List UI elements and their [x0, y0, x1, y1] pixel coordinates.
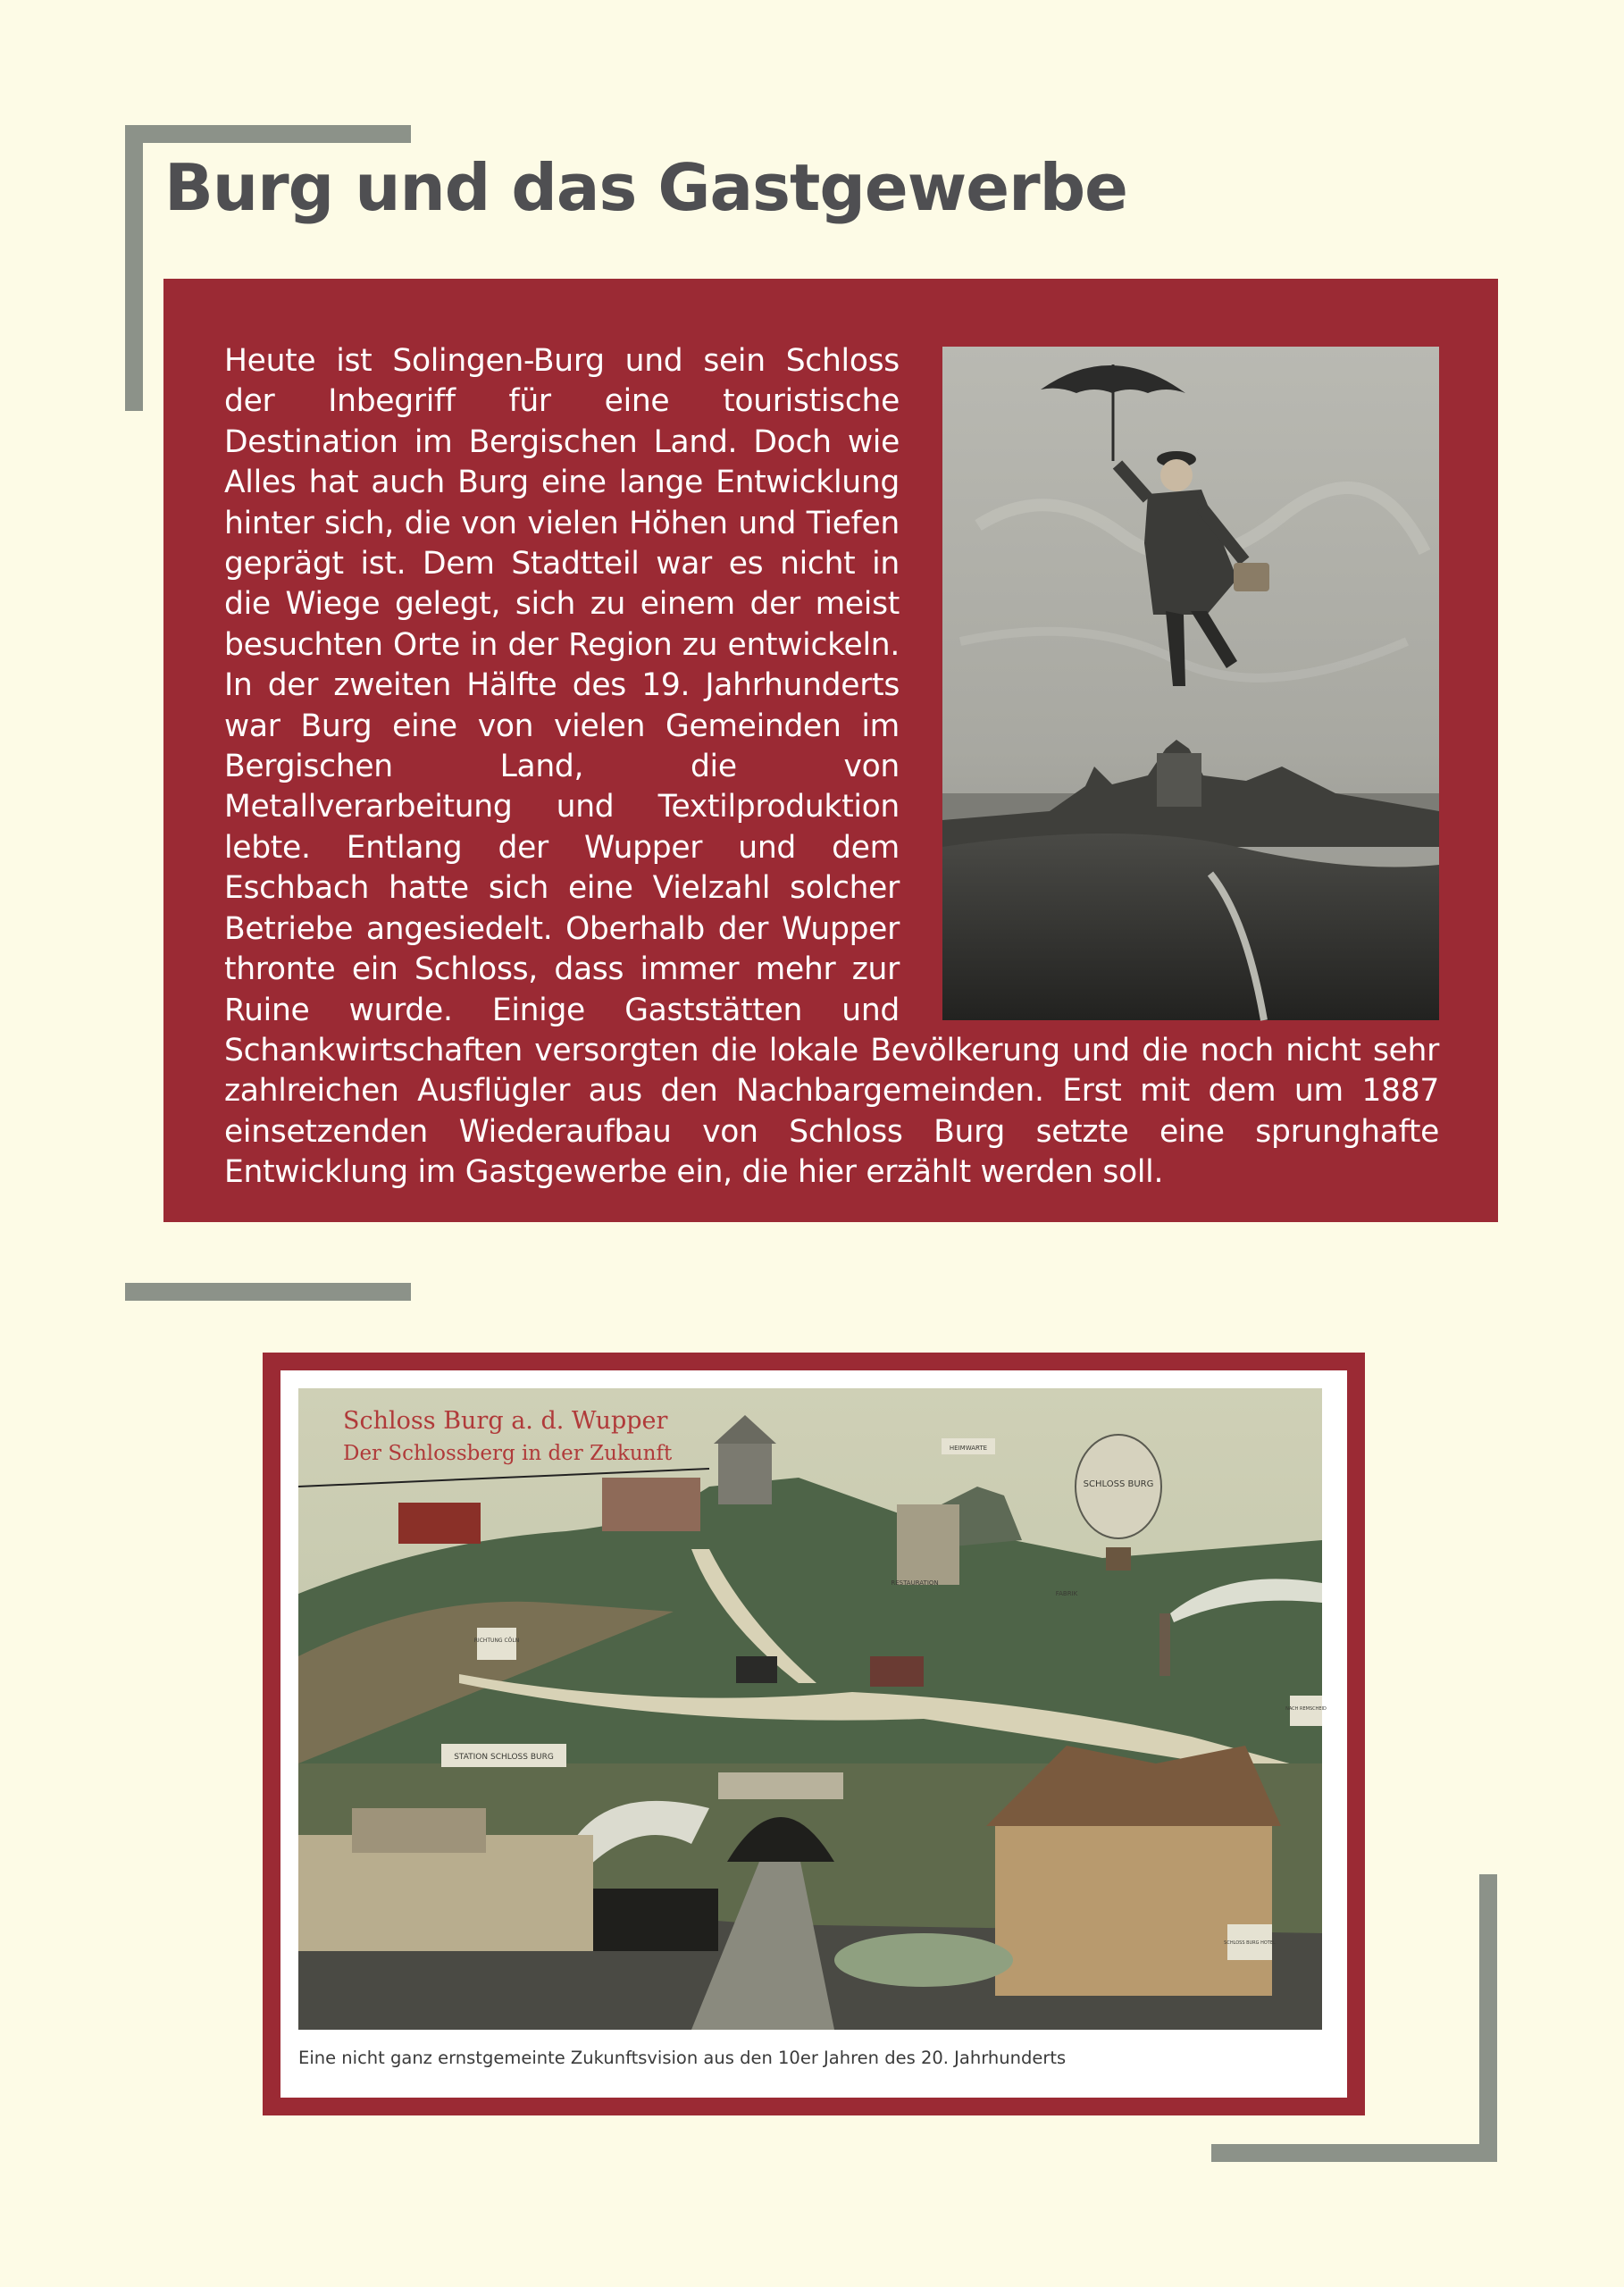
page-title: Burg und das Gastgewerbe	[164, 150, 1127, 225]
umbrella-man-illustration	[942, 347, 1439, 1020]
top-left-bracket-horizontal	[125, 125, 411, 143]
station-label: STATION SCHLOSS BURG	[454, 1753, 554, 1762]
bottom-right-bracket-horizontal	[1211, 2144, 1497, 2162]
postcard-title-line1: Schloss Burg a. d. Wupper	[343, 1407, 668, 1435]
intro-text-block	[224, 341, 1439, 1194]
umbrella-man-photo	[942, 347, 1439, 1020]
postcard-mat	[280, 1370, 1347, 2098]
sign-left: RICHTUNG CÖLN	[473, 1638, 520, 1644]
bottom-right-bracket-vertical	[1479, 1874, 1497, 2162]
middle-divider-bar	[125, 1283, 411, 1301]
hotel-label: SCHLOSS BURG HOTEL	[1224, 1940, 1276, 1946]
factory-label: FABRIK	[1055, 1590, 1078, 1597]
top-left-bracket-vertical	[125, 125, 143, 411]
future-vision-postcard	[298, 1388, 1327, 2030]
restaurant-label: RESTAURATION	[891, 1579, 939, 1587]
balloon-label: SCHLOSS BURG	[1083, 1479, 1154, 1489]
postcard-frame	[263, 1353, 1365, 2115]
postcard-image	[298, 1388, 1327, 2030]
intro-panel	[163, 279, 1498, 1222]
intro-paragraph: Heute ist Solingen-Burg und sein Schloss der Inbegriff für eine touristische Destination im Bergischen Land. Doch wie Alles hat auch Burg eine lange Entwicklung hinter sich, die von vielen Höhen und Tiefen geprägt ist. Dem Stadtteil war es nicht in die Wiege gelegt, sich zu einem der meist besuchten Orte in der Region zu entwickeln. In der zweiten Hälfte des 19. Jahrhunderts war Burg eine von vielen Gemeinden im Bergischen Land, die von Metallverarbeitung und Textilproduktion lebte. Entlang der Wupper und dem Eschbach hatte sich eine Vielzahl solcher Betriebe angesiedelt. Oberhalb der Wupper thronte ein Schloss, dass immer mehr zur Ruine wurde. Einige Gaststätten und Schankwirtschaften versorgten die lokale Bevölkerung und die noch nicht sehr zahlreichen Ausflügler aus den Nachbargemeinden. Erst mit dem um 1887 einsetzenden Wiederaufbau von Schloss Burg setzte eine sprunghafte Entwicklung im Gastgewerbe ein, die hier erzählt werden soll.	[224, 343, 1439, 1191]
flag-label: HEIMWARTE	[949, 1445, 988, 1452]
sign-right: NACH REMSCHEID	[1285, 1706, 1327, 1712]
postcard-caption: Eine nicht ganz ernstgemeinte Zukunftsvision aus den 10er Jahren des 20. Jahrhunderts	[298, 2048, 1067, 2068]
postcard-title-line2: Der Schlossberg in der Zukunft	[343, 1442, 673, 1465]
